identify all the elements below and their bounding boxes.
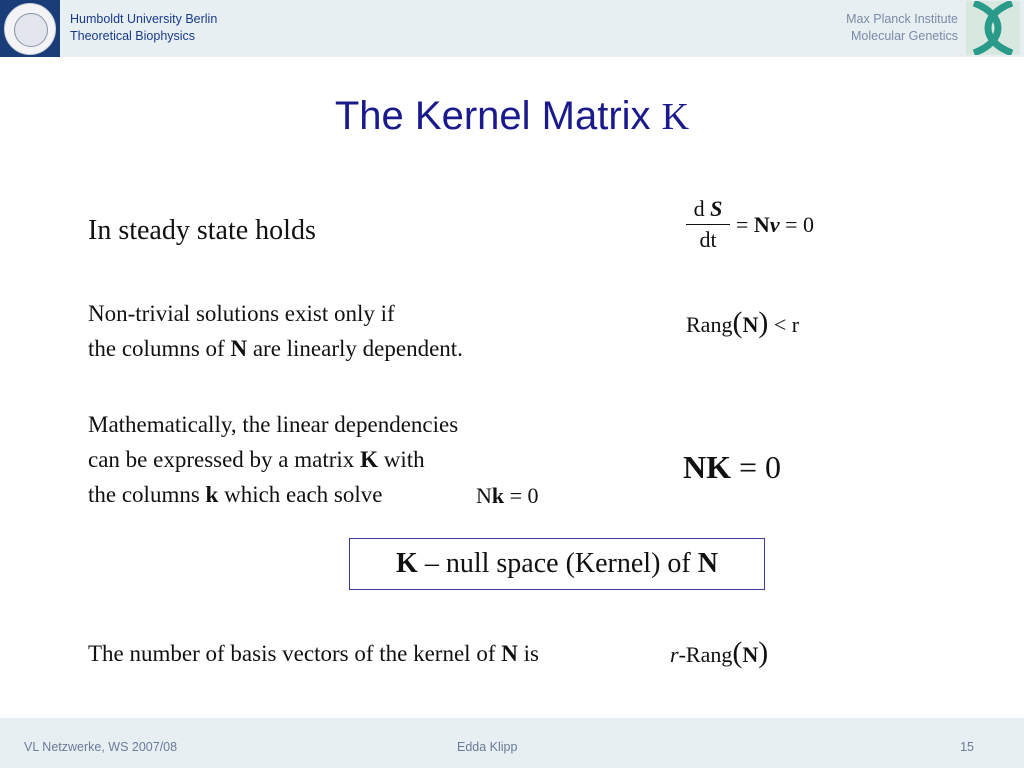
fraction-bar [686, 224, 730, 225]
department-name: Theoretical Biophysics [70, 29, 196, 43]
nontrivial-line1: Non-trivial solutions exist only if [88, 301, 395, 326]
nk-inline-equation: Nk = 0 [476, 483, 539, 508]
institute-department: Molecular Genetics [851, 29, 958, 43]
fraction-numerator: d S [693, 196, 723, 221]
derivative-fraction [686, 196, 730, 253]
math-text [88, 407, 458, 512]
kernel-equation: NK = 0 [683, 449, 782, 485]
fraction-denominator: dt [699, 227, 717, 252]
steady-state-equation: = Nv = 0 [736, 212, 814, 237]
footer-bar [0, 718, 1024, 768]
basis-text: The number of basis vectors of the kernel of N is [88, 641, 539, 666]
seal-ring [4, 3, 56, 55]
kernel-dimension-equation: r-Rang(N) [670, 636, 769, 669]
slide-title [0, 94, 1024, 139]
author-label: Edda Klipp [457, 740, 518, 754]
header-left-text [70, 11, 217, 45]
dna-logo-icon [966, 1, 1020, 55]
slide-number: 15 [960, 740, 974, 754]
math-line2: can be expressed by a matrix K with [88, 447, 425, 472]
header-bar [0, 0, 1024, 57]
institute-name: Max Planck Institute [846, 12, 958, 26]
university-name: Humboldt University Berlin [70, 12, 218, 26]
nontrivial-line2: the columns of N are linearly dependent. [88, 336, 463, 361]
university-seal-icon [0, 0, 60, 57]
math-line1: Mathematically, the linear dependencies [88, 412, 459, 437]
rank-equation: Rang(N) < r [686, 306, 800, 339]
title-text: The Kernel Matrix [334, 94, 651, 138]
title-symbol: K [661, 96, 690, 138]
null-space-box: K – null space (Kernel) of N [349, 538, 765, 590]
seal-portrait [14, 13, 48, 47]
nontrivial-text [88, 296, 463, 366]
steady-state-text: In steady state holds [88, 215, 316, 246]
header-right-text [846, 11, 958, 45]
math-line3: the columns k which each solve [88, 482, 383, 507]
course-label: VL Netzwerke, WS 2007/08 [24, 740, 178, 754]
